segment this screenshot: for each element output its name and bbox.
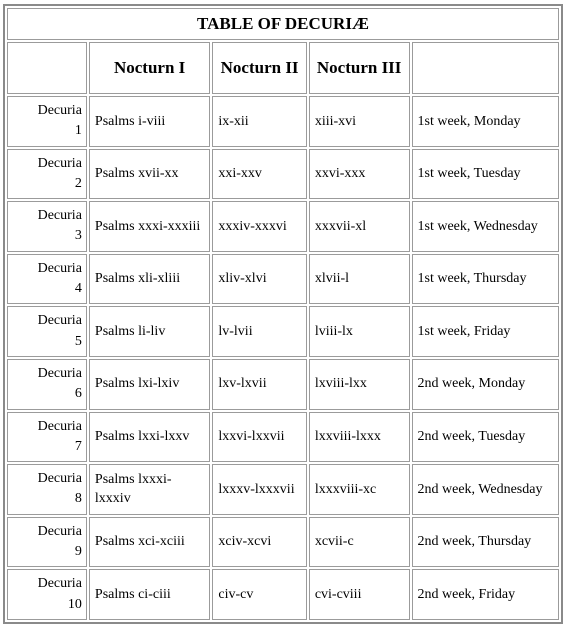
header-nocturn-3: Nocturn III bbox=[309, 42, 410, 94]
nocturn-1-cell: Psalms lxxi-lxxv bbox=[89, 412, 210, 463]
decuria-cell bbox=[7, 569, 87, 620]
nocturn-1-cell: Psalms i-viii bbox=[89, 96, 210, 147]
table-row bbox=[7, 464, 559, 515]
nocturn-1-cell: Psalms xvii-xx bbox=[89, 149, 210, 200]
nocturn-2-cell: xliv-xlvi bbox=[212, 254, 306, 305]
week-day-cell: 2nd week, Thursday bbox=[412, 517, 560, 568]
decuria-cell bbox=[7, 149, 87, 200]
header-nocturn-2: Nocturn II bbox=[212, 42, 306, 94]
header-row bbox=[7, 42, 559, 94]
table-row bbox=[7, 359, 559, 410]
week-day-cell: 1st week, Monday bbox=[412, 96, 560, 147]
nocturn-1-cell: Psalms lxxxi-lxxxiv bbox=[89, 464, 210, 515]
week-day-cell: 2nd week, Wednesday bbox=[412, 464, 560, 515]
week-day-cell: 1st week, Thursday bbox=[412, 254, 560, 305]
decuria-number: 6 bbox=[74, 386, 82, 402]
nocturn-1-cell: Psalms ci-ciii bbox=[89, 569, 210, 620]
decuria-label: Decuria bbox=[37, 576, 82, 592]
nocturn-2-cell: lv-lvii bbox=[212, 306, 306, 357]
nocturn-2-cell: ix-xii bbox=[212, 96, 306, 147]
nocturn-2-cell: civ-cv bbox=[212, 569, 306, 620]
nocturn-1-cell: Psalms xci-xciii bbox=[89, 517, 210, 568]
header-empty-left bbox=[7, 42, 87, 94]
decuria-cell bbox=[7, 201, 87, 252]
table-row bbox=[7, 412, 559, 463]
title-row bbox=[7, 8, 559, 40]
decuria-number: 10 bbox=[67, 596, 82, 612]
nocturn-1-cell: Psalms xxxi-xxxiii bbox=[89, 201, 210, 252]
week-day-cell: 1st week, Tuesday bbox=[412, 149, 560, 200]
table-row bbox=[7, 201, 559, 252]
header-empty-right bbox=[412, 42, 560, 94]
decuria-number: 1 bbox=[74, 123, 82, 139]
header-nocturn-1: Nocturn I bbox=[89, 42, 210, 94]
nocturn-3-cell: xiii-xvi bbox=[309, 96, 410, 147]
table-row bbox=[7, 149, 559, 200]
decuria-cell bbox=[7, 306, 87, 357]
decuria-label: Decuria bbox=[37, 103, 82, 118]
decuria-label: Decuria bbox=[37, 365, 82, 381]
nocturn-2-cell: lxxxv-lxxxvii bbox=[212, 464, 306, 515]
table-frame bbox=[3, 4, 563, 624]
table-title: TABLE OF DECURIÆ bbox=[7, 8, 559, 40]
nocturn-3-cell: xxxvii-xl bbox=[309, 201, 410, 252]
decuria-number: 8 bbox=[74, 491, 82, 507]
nocturn-3-cell: xxvi-xxx bbox=[309, 149, 410, 200]
week-day-cell: 1st week, Wednesday bbox=[412, 201, 560, 252]
table-row bbox=[7, 96, 559, 147]
decuria-label: Decuria bbox=[37, 260, 82, 276]
decuria-number: 7 bbox=[74, 438, 82, 454]
nocturn-2-cell: xxi-xxv bbox=[212, 149, 306, 200]
nocturn-2-cell: lxxvi-lxxvii bbox=[212, 412, 306, 463]
decuria-number: 9 bbox=[74, 544, 82, 560]
decuria-number: 3 bbox=[74, 228, 82, 244]
decuria-number: 2 bbox=[74, 175, 82, 191]
decuria-cell bbox=[7, 517, 87, 568]
week-day-cell: 2nd week, Friday bbox=[412, 569, 560, 620]
decuria-label: Decuria bbox=[37, 208, 82, 224]
nocturn-3-cell: lxxxviii-xc bbox=[309, 464, 410, 515]
decuria-cell bbox=[7, 254, 87, 305]
nocturn-1-cell: Psalms xli-xliii bbox=[89, 254, 210, 305]
decuria-cell bbox=[7, 464, 87, 515]
decuria-cell bbox=[7, 359, 87, 410]
nocturn-2-cell: lxv-lxvii bbox=[212, 359, 306, 410]
decuria-label: Decuria bbox=[37, 471, 82, 487]
nocturn-1-cell: Psalms lxi-lxiv bbox=[89, 359, 210, 410]
table-row bbox=[7, 254, 559, 305]
table-row bbox=[7, 569, 559, 620]
table-row bbox=[7, 306, 559, 357]
decuriae-table bbox=[5, 6, 561, 622]
nocturn-3-cell: xlvii-l bbox=[309, 254, 410, 305]
decuria-label: Decuria bbox=[37, 313, 82, 329]
decuria-label: Decuria bbox=[37, 418, 82, 434]
week-day-cell: 2nd week, Monday bbox=[412, 359, 560, 410]
nocturn-3-cell: lxviii-lxx bbox=[309, 359, 410, 410]
nocturn-3-cell: xcvii-c bbox=[309, 517, 410, 568]
week-day-cell: 2nd week, Tuesday bbox=[412, 412, 560, 463]
nocturn-3-cell: cvi-cviii bbox=[309, 569, 410, 620]
decuria-number: 5 bbox=[74, 333, 82, 349]
decuria-cell bbox=[7, 412, 87, 463]
decuria-label: Decuria bbox=[37, 523, 82, 539]
nocturn-3-cell: lxxviii-lxxx bbox=[309, 412, 410, 463]
decuria-number: 4 bbox=[74, 281, 82, 297]
decuria-cell bbox=[7, 96, 87, 147]
nocturn-3-cell: lviii-lx bbox=[309, 306, 410, 357]
nocturn-2-cell: xxxiv-xxxvi bbox=[212, 201, 306, 252]
decuria-label: Decuria bbox=[37, 155, 82, 171]
week-day-cell: 1st week, Friday bbox=[412, 306, 560, 357]
table-row bbox=[7, 517, 559, 568]
nocturn-1-cell: Psalms li-liv bbox=[89, 306, 210, 357]
nocturn-2-cell: xciv-xcvi bbox=[212, 517, 306, 568]
